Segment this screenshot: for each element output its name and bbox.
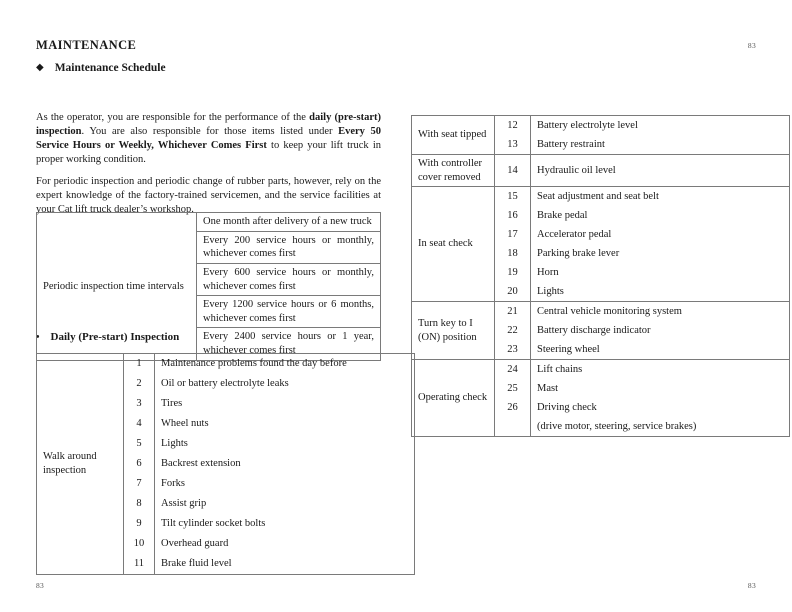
walk-around-inspection-table: [36, 353, 415, 575]
walkaround-item-number: 2: [124, 374, 155, 394]
inspection-checklist-table: [411, 115, 790, 437]
chapter-title: MAINTENANCE: [36, 38, 137, 52]
walkaround-table-body: [37, 354, 415, 575]
intro-p1-bold2: Every 50 Service Hours or Weekly, Whichever Comes First: [36, 125, 381, 151]
walkaround-item-text: Tilt cylinder socket bolts: [155, 514, 415, 534]
checklist-item-number: 22: [495, 321, 531, 340]
walkaround-item-number: 9: [124, 514, 155, 534]
checklist-group-label: Turn key to I (ON) position: [412, 302, 495, 360]
checklist-group-label: With seat tipped: [412, 116, 495, 155]
walkaround-item-text: Backrest extension: [155, 454, 415, 474]
checklist-item-text: Seat adjustment and seat belt: [531, 187, 790, 207]
intro-p1-part2: . You are also responsible for those items listed under: [81, 125, 339, 137]
checklist-item-text: Hydraulic oil level: [531, 155, 790, 187]
walkaround-item-number: 1: [124, 354, 155, 375]
walkaround-item-number: 11: [124, 554, 155, 575]
walkaround-item-number: 7: [124, 474, 155, 494]
intro-text-block: [36, 111, 381, 217]
table-row: [37, 213, 381, 232]
sub-heading-label: Daily (Pre-start) Inspection: [50, 331, 180, 343]
walkaround-item-number: 5: [124, 434, 155, 454]
walkaround-item-text: Lights: [155, 434, 415, 454]
checklist-item-text: Driving check: [531, 398, 790, 417]
walkaround-item-number: 4: [124, 414, 155, 434]
table-row: [412, 302, 790, 322]
intro-p1-part3: to keep your lift truck in proper working condition.: [36, 139, 381, 165]
checklist-item-number: 26: [495, 398, 531, 417]
checklist-item-text: Battery electrolyte level: [531, 116, 790, 136]
checklist-item-text: Lift chains: [531, 360, 790, 380]
checklist-group-label: In seat check: [412, 187, 495, 302]
periodic-interval-cell: Every 600 service hours or monthly, whichever comes first: [197, 263, 381, 295]
checklist-item-text: Brake pedal: [531, 206, 790, 225]
periodic-inspection-table: [36, 212, 381, 361]
checklist-item-number: 18: [495, 244, 531, 263]
periodic-interval-cell: One month after delivery of a new truck: [197, 213, 381, 232]
checklist-item-text: Central vehicle monitoring system: [531, 302, 790, 322]
walkaround-item-text: Forks: [155, 474, 415, 494]
walkaround-item-text: Oil or battery electrolyte leaks: [155, 374, 415, 394]
checklist-item-text: Parking brake lever: [531, 244, 790, 263]
periodic-table-body: [37, 213, 381, 361]
walkaround-item-number: 10: [124, 534, 155, 554]
checklist-item-text: (drive motor, steering, service brakes): [531, 417, 790, 437]
intro-paragraph-2: For periodic inspection and periodic change of rubber parts, however, rely on the expert knowledge of the factory-trained servicemen, and the service facilities at your Cat lift truck dealer’s workshop.: [36, 175, 381, 215]
checklist-item-number: 13: [495, 135, 531, 155]
walkaround-item-number: 8: [124, 494, 155, 514]
periodic-interval-cell: Every 1200 service hours or 6 months, whichever comes first: [197, 296, 381, 328]
checklist-item-number: 25: [495, 379, 531, 398]
page-number-bottom-right: 83: [747, 581, 756, 590]
walkaround-item-text: Tires: [155, 394, 415, 414]
checklist-item-number: 15: [495, 187, 531, 207]
table-row: [412, 116, 790, 136]
walkaround-item-text: Assist grip: [155, 494, 415, 514]
section-heading-label: Maintenance Schedule: [54, 62, 166, 74]
checklist-item-number: 24: [495, 360, 531, 380]
table-row: [412, 360, 790, 380]
table-row: [412, 187, 790, 207]
page-number-bottom-left: 83: [36, 581, 45, 590]
walkaround-group-label: Walk around inspection: [37, 354, 124, 575]
checklist-item-number: 14: [495, 155, 531, 187]
checklist-item-number: 16: [495, 206, 531, 225]
checklist-item-text: Battery discharge indicator: [531, 321, 790, 340]
checklist-table-body: [412, 116, 790, 437]
intro-p1-part1: As the operator, you are responsible for the performance of the: [36, 112, 310, 123]
checklist-item-number: 12: [495, 116, 531, 136]
checklist-item-text: Mast: [531, 379, 790, 398]
page-number-top-right: 83: [747, 41, 756, 50]
checklist-item-number: 23: [495, 340, 531, 360]
checklist-item-number: 20: [495, 282, 531, 302]
walkaround-item-number: 3: [124, 394, 155, 414]
section-heading: [36, 62, 166, 74]
walkaround-item-text: Overhead guard: [155, 534, 415, 554]
checklist-item-number: 19: [495, 263, 531, 282]
checklist-item-number: [495, 417, 531, 437]
checklist-item-number: 17: [495, 225, 531, 244]
intro-paragraph-1: [36, 111, 381, 167]
periodic-interval-cell: Every 2400 service hours or 1 year, whichever comes first: [197, 328, 381, 360]
checklist-group-label: Operating check: [412, 360, 495, 437]
checklist-item-text: Lights: [531, 282, 790, 302]
checklist-item-text: Horn: [531, 263, 790, 282]
checklist-item-text: Steering wheel: [531, 340, 790, 360]
checklist-item-text: Accelerator pedal: [531, 225, 790, 244]
checklist-item-number: 21: [495, 302, 531, 322]
checklist-item-text: Battery restraint: [531, 135, 790, 155]
walkaround-item-number: 6: [124, 454, 155, 474]
dot-bullet-icon: •: [36, 332, 40, 343]
periodic-interval-cell: Every 200 service hours or monthly, whichever comes first: [197, 231, 381, 263]
walkaround-item-text: Wheel nuts: [155, 414, 415, 434]
periodic-row-label: Periodic inspection time intervals: [37, 213, 197, 361]
table-row: [412, 155, 790, 187]
table-row: [37, 354, 415, 375]
walkaround-item-text: Brake fluid level: [155, 554, 415, 575]
intro-p1-bold1: daily (pre-start) inspection: [36, 112, 381, 137]
diamond-bullet-icon: ◆: [36, 62, 44, 73]
checklist-group-label: With controller cover removed: [412, 155, 495, 187]
walkaround-item-text: Maintenance problems found the day before: [155, 354, 415, 375]
